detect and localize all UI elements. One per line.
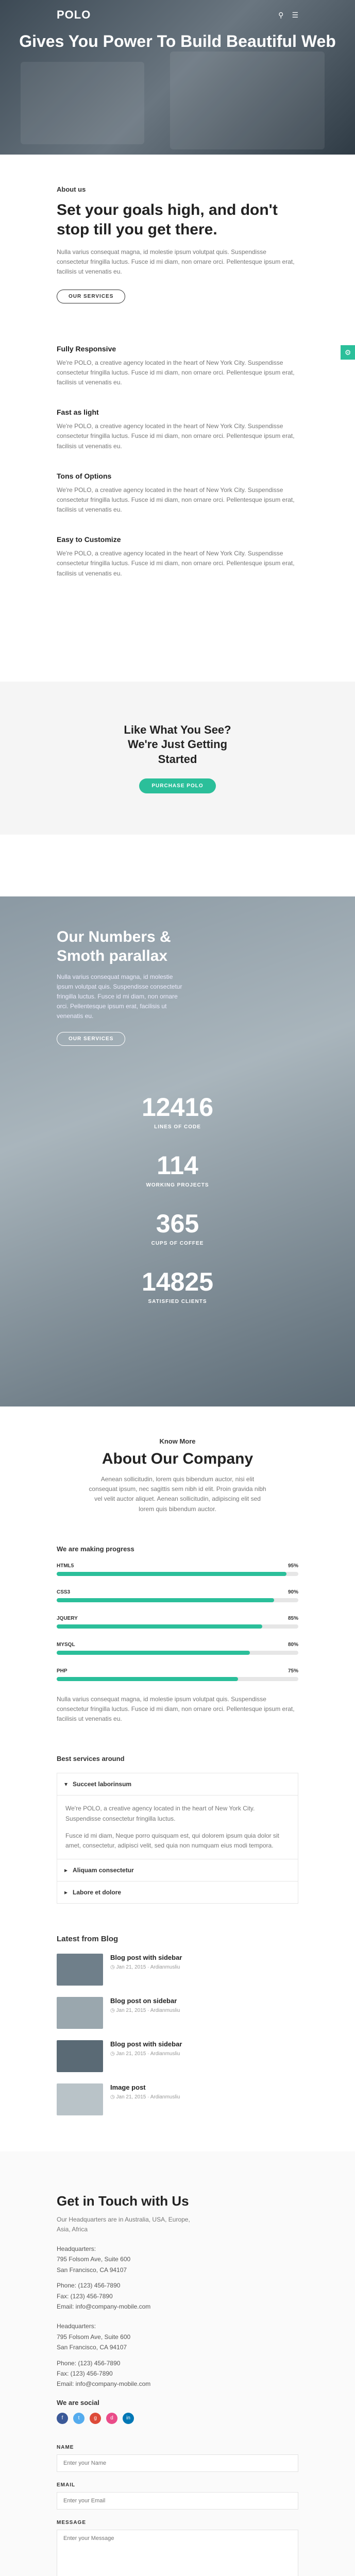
blog-title: Latest from Blog [57,1935,119,1944]
stat-counter [57,1267,298,1304]
services-section [0,1724,355,1904]
company-section [0,1406,355,1514]
clock-icon: ◷ [110,2008,115,2014]
features-section [0,303,355,579]
progress-bar [57,1642,298,1655]
blog-post[interactable]: Blog post with sidebar ◷ Jan 21, 2015 · Ardianmusliu [57,1954,298,1986]
accordion-item-open[interactable] [57,1773,298,1795]
contact-section [0,2151,355,2576]
accordion-text: We're POLO, a creative agency located in the heart of New York City. Suspendisse consectetur fringilla luctus. [65,1805,255,1822]
social-links [57,2413,298,2424]
name-label: NAME [57,2444,74,2450]
clock-icon: ◷ [110,2051,115,2057]
stat-counter [57,1150,298,1188]
google-plus-icon[interactable]: g [90,2413,101,2424]
feature-text: We're POLO, a creative agency located in the heart of New York City. Suspendisse consectetur fringilla luctus. Fusce id mi diam, non ornare orci. Pellentesque ipsum erat, facilisis ut venenatis eu. [57,422,295,450]
post-date: Jan 21, 2015 [116,2051,146,2057]
blog-section [0,1904,355,2115]
hq-email[interactable]: Email: info@company-mobile.com [57,2302,151,2310]
blog-post[interactable]: Blog post on sidebar ◷ Jan 21, 2015 · Ardianmusliu [57,1997,298,2029]
facebook-icon[interactable]: f [57,2413,68,2424]
progress-bar [57,1616,298,1629]
social-label: We are social [57,2398,99,2406]
stat-value: 12416 [141,1092,214,1122]
feature-item [57,345,298,388]
accordion-title: Labore et dolore [73,1889,122,1896]
feature-title: Tons of Options [57,471,112,480]
feature-title: Fully Responsive [57,344,116,353]
bar-fill [57,1651,250,1655]
feature-item [57,535,298,579]
feature-title: Easy to Customize [57,535,121,544]
stat-label: LINES OF CODE [154,1124,201,1130]
stat-label: SATISFIED CLIENTS [148,1298,207,1304]
feature-item [57,472,298,515]
stat-value: 114 [157,1150,198,1180]
post-date: Jan 21, 2015 [116,1964,146,1971]
contact-intro: Our Headquarters are in Australia, USA, Europe, Asia, Africa [57,2215,190,2233]
post-thumbnail[interactable] [57,2040,103,2072]
post-date: Jan 21, 2015 [116,2008,146,2014]
about-eyebrow: About us [57,185,86,193]
bar-label: HTML5 [57,1563,74,1569]
hq-phone: Phone: (123) 456-7890 [57,2359,121,2367]
stat-label: CUPS OF COFFEE [151,1240,204,1246]
progress-bar [57,1589,298,1602]
message-label: MESSAGE [57,2519,87,2526]
menu-icon[interactable]: ☰ [292,10,298,19]
stat-value: 14825 [141,1267,214,1296]
hq-line: San Francisco, CA 94107 [57,2266,127,2274]
feature-item [57,408,298,451]
linkedin-icon[interactable]: in [123,2413,134,2424]
post-author: Ardianmusliu [150,2008,180,2014]
name-input[interactable] [57,2454,298,2472]
progress-section [0,1545,355,1724]
message-input[interactable] [57,2530,298,2576]
progress-title: We are making progress [57,1545,134,1553]
bar-value: 90% [288,1589,298,1595]
stat-label: WORKING PROJECTS [146,1182,209,1188]
bar-label: MYSQL [57,1641,75,1648]
minus-icon: ▾ [64,1781,68,1788]
bar-value: 95% [288,1563,298,1569]
logo[interactable]: POLO [57,8,91,21]
services-title: Best services around [57,1755,125,1763]
settings-tab-icon[interactable]: ⚙ [341,345,355,360]
plus-icon: ▸ [64,1889,68,1896]
blog-post[interactable]: Blog post with sidebar ◷ Jan 21, 2015 · Ardianmusliu [57,2040,298,2072]
bar-label: JQUERY [57,1615,78,1621]
headquarters-1 [57,2244,298,2312]
about-title: Set your goals high, and don't stop till you get there. [57,201,278,238]
clock-icon: ◷ [110,1964,115,1971]
post-thumbnail[interactable] [57,1954,103,1986]
progress-bar [57,1668,298,1681]
hq-label: Headquarters: [57,2323,96,2330]
post-author: Ardianmusliu [150,2094,180,2100]
accordion-body [57,1795,298,1859]
bar-fill [57,1677,238,1681]
hq-line: 795 Folsom Ave, Suite 600 [57,2333,131,2341]
post-title[interactable]: Blog post on sidebar [110,1997,177,2005]
email-input[interactable] [57,2492,298,2510]
feature-text: We're POLO, a creative agency located in the heart of New York City. Suspendisse consectetur fringilla luctus. Fusce id mi diam, non ornare orci. Pellentesque ipsum erat, facilisis ut venenatis eu. [57,550,295,577]
email-label: EMAIL [57,2482,76,2488]
accordion-item[interactable] [57,1882,298,1904]
our-services-button[interactable]: OUR SERVICES [57,290,125,303]
twitter-icon[interactable]: t [73,2413,84,2424]
bar-value: 75% [288,1668,298,1674]
accordion-text: Fusce id mi diam, Neque porro quisquam est, qui dolorem ipsum quia dolor sit amet, consectetur, adipisci velit, sed quia non numquam eius modi tempora. [65,1832,279,1849]
feature-text: We're POLO, a creative agency located in the heart of New York City. Suspendisse consectetur fringilla luctus. Fusce id mi diam, non ornare orci. Pellentesque ipsum erat, facilisis ut venenatis eu. [57,359,295,386]
bar-value: 85% [288,1615,298,1621]
bar-fill [57,1624,262,1629]
about-text: Nulla varius consequat magna, id molestie ipsum volutpat quis. Suspendisse consectetur fringilla luctus. Fusce id mi diam, non ornare orci. Pellentesque ipsum erat, facilisis ut venenatis eu. [57,248,295,276]
cta-section [0,682,355,835]
post-thumbnail[interactable] [57,2083,103,2115]
top-nav [0,7,355,23]
hq-fax: Fax: (123) 456-7890 [57,2369,113,2377]
search-icon[interactable]: ⚲ [278,10,284,19]
stat-value: 365 [156,1209,199,1238]
stat-counter [57,1092,298,1130]
accordion-title: Aliquam consectetur [73,1867,134,1874]
accordion-title: Succeet laborinsum [73,1781,132,1788]
post-date: Jan 21, 2015 [116,2094,146,2100]
post-thumbnail[interactable] [57,1997,103,2029]
bar-fill [57,1572,286,1576]
hero-tagline: Gives You Power To Build Beautiful Web [19,32,336,50]
post-title[interactable]: Blog post with sidebar [110,1954,182,1962]
post-title[interactable]: Blog post with sidebar [110,2040,182,2048]
post-title[interactable]: Image post [110,2083,146,2092]
headquarters-2 [57,2321,298,2389]
hq-phone: Phone: (123) 456-7890 [57,2282,121,2290]
numbers-title: Our Numbers & Smoth parallax [57,928,171,965]
clock-icon: ◷ [110,2094,115,2100]
stat-counter [57,1209,298,1246]
purchase-button[interactable]: PURCHASE POLO [139,778,215,793]
post-author: Ardianmusliu [150,2051,180,2057]
feature-text: We're POLO, a creative agency located in the heart of New York City. Suspendisse consectetur fringilla luctus. Fusce id mi diam, non ornare orci. Pellentesque ipsum erat, facilisis ut venenatis eu. [57,486,295,514]
hero-banner [0,0,355,155]
contact-title: Get in Touch with Us [57,2193,189,2209]
accordion-item[interactable] [57,1859,298,1882]
hq-fax: Fax: (123) 456-7890 [57,2292,113,2300]
blog-post[interactable]: Image post ◷ Jan 21, 2015 · Ardianmusliu [57,2083,298,2115]
numbers-services-button[interactable]: OUR SERVICES [57,1032,125,1046]
progress-text: Nulla varius consequat magna, id molestie ipsum volutpat quis. Suspendisse consectetur fringilla luctus. Fusce id mi diam, non ornare orci. Pellentesque ipsum erat, facilisis ut venenatis eu. [57,1695,295,1723]
hq-email[interactable]: Email: info@company-mobile.com [57,2380,151,2388]
feature-title: Fast as light [57,408,99,417]
company-title: About Our Company [102,1450,253,1467]
hq-line: 795 Folsom Ave, Suite 600 [57,2256,131,2263]
dribbble-icon[interactable]: d [106,2413,117,2424]
plus-icon: ▸ [64,1867,68,1874]
progress-bar [57,1563,298,1576]
bar-fill [57,1598,274,1602]
company-eyebrow: Know More [159,1437,196,1445]
post-author: Ardianmusliu [150,1964,180,1971]
about-section [0,155,355,303]
numbers-text: Nulla varius consequat magna, id molestie ipsum volutpat quis. Suspendisse consectetur fringilla luctus. Fusce id mi diam, non ornare orci. Pellentesque ipsum erat, facilisis ut venenatis eu. [57,973,182,1020]
bar-value: 80% [288,1641,298,1648]
company-text: Aenean sollicitudin, lorem quis bibendum auctor, nisi elit consequat ipsum, nec sagittis sem nibh id elit. Proin gravida nibh vel velit auctor aliquet. Aenean sollicitudin, adipiscing elit sed lorem quis bibendum auctor. [89,1476,266,1513]
hq-line: San Francisco, CA 94107 [57,2344,127,2351]
cta-title: Like What You See? We're Just Getting Started [124,723,231,766]
hq-label: Headquarters: [57,2245,96,2253]
bar-label: CSS3 [57,1589,71,1595]
bar-label: PHP [57,1668,67,1674]
numbers-parallax-section [0,896,355,1406]
